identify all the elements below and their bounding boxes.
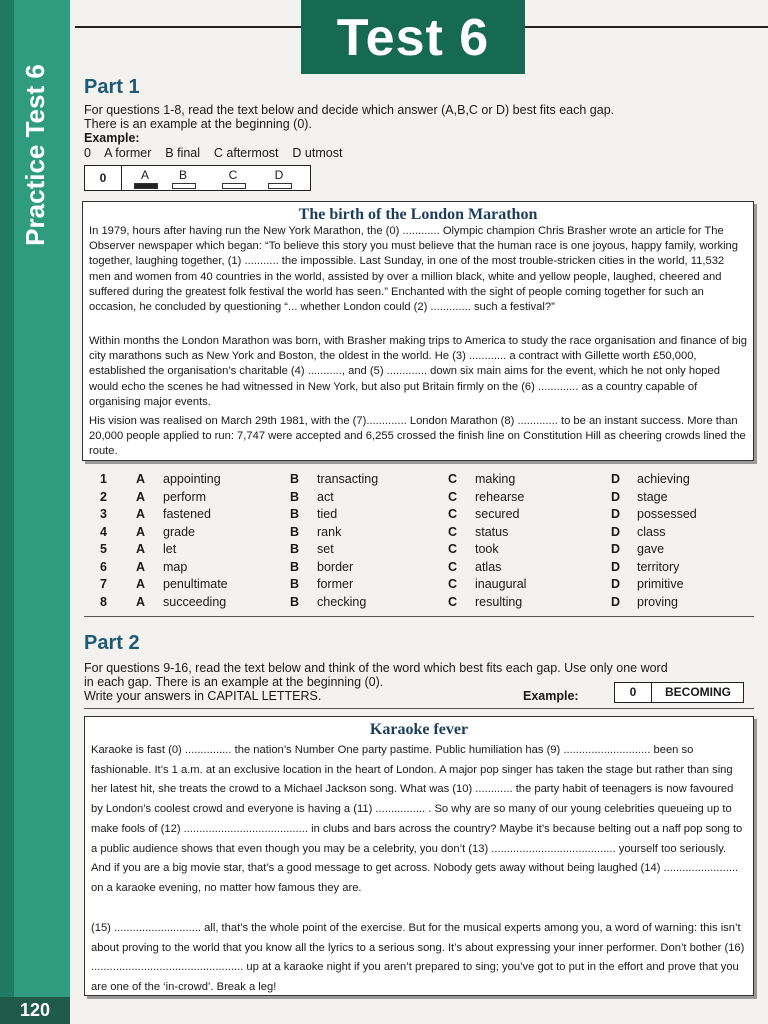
passage-paragraph-3: His vision was realised on March 29th 1981, with the (7)............. London Marathon (8) ............. to be an instant success. More than 20,000 people applied to run: 7,747 were accepted and 6,255 crossed the finish line on Constitution Hill as cheering crowds lined the route. <box>89 415 746 458</box>
option-a[interactable]: fastened <box>163 507 211 521</box>
option-b[interactable]: border <box>317 559 354 574</box>
passage-title: Karaoke fever <box>369 721 469 738</box>
option-c[interactable]: status <box>475 524 509 539</box>
option-d[interactable]: class <box>637 524 666 539</box>
option-b[interactable]: set <box>317 542 334 556</box>
passage-paragraph-1: Karaoke is fast (0) ............... the nation’s Number One party pastime. Public humiliation has (9) ............................ been so fashionable. It’s 1 a.m. at an exclusive location in the heart of London. A major pop singer has taken the stage but rather than sing her latest hit, she treats the crowd to a Michael Jackson song. What was (10) ............ the party habit of teenagers is now favoured by London’s coolest crowd and everyone is having a (11) ................ . So why are so many of our young celebrities queueing up to make fools of (12) ........................................ in clubs and bars across the country? Maybe it’s because belting out a naff pop song to a public audience shows that even though you may be a celebrity, you don’t (13) ........................................ yourself too seriously. And if you are a big movie star, that’s a good message to get across. Nobody gets away without being laughed (14) ........................ on a karaoke evening, no matter how famous they are. <box>91 744 743 894</box>
example-option-c: C <box>228 168 238 182</box>
option-letter: A <box>136 559 146 574</box>
spine-label: Practice Test 6 <box>20 64 50 246</box>
section-divider <box>84 708 754 709</box>
part2-heading: Part 2 <box>84 632 140 654</box>
option-row <box>100 575 760 593</box>
option-letter: B <box>290 577 300 591</box>
question-number: 7 <box>100 577 107 591</box>
passage-paragraph-2: Within months the London Marathon was born, with Brasher making trips to America to study the race organisation and finance of big city marathons such as New York and Boston, the oldest in the world. He (3) ............ a contract with Gillette worth £50,000, established the organisation’s charitable (4) ..........., and (5) ............. down six main aims for the event, which he not only hoped would echo the scenes he had witnessed in New York, but also put Britain firmly on the (6) ............. as a country capable of organising major events. <box>89 335 747 408</box>
option-b[interactable]: transacting <box>317 472 379 486</box>
example-option-a: A <box>140 168 149 182</box>
part2-example-label: Example: <box>523 689 579 703</box>
option-a[interactable]: perform <box>163 489 207 504</box>
option-row <box>100 505 760 523</box>
option-c[interactable]: atlas <box>475 559 502 574</box>
page-title: Test 6 <box>336 9 490 67</box>
option-b[interactable]: rank <box>317 524 342 539</box>
option-a[interactable]: succeeding <box>163 594 227 609</box>
option-letter: B <box>290 542 300 556</box>
option-c[interactable]: took <box>475 542 499 556</box>
example-answer-box <box>614 682 744 703</box>
option-letter: A <box>136 472 146 486</box>
example-number: 0 <box>615 683 652 702</box>
marathon-passage <box>82 201 754 461</box>
option-c[interactable]: making <box>475 472 516 486</box>
example-answer: BECOMING <box>665 685 731 699</box>
passage-title: The birth of the London Marathon <box>298 206 538 223</box>
option-letter: D <box>611 472 621 486</box>
option-letter: A <box>136 524 146 539</box>
question-number: 5 <box>100 542 107 556</box>
page-number: 120 <box>0 997 70 1024</box>
option-row <box>100 523 760 541</box>
option-a[interactable]: let <box>163 542 177 556</box>
part2-instructions-3: Write your answers in CAPITAL LETTERS. <box>84 689 322 703</box>
option-row <box>100 593 760 611</box>
option-letter: D <box>611 489 621 504</box>
option-letter: C <box>448 472 458 486</box>
example-mark-d <box>268 183 292 189</box>
option-letter: B <box>290 489 300 504</box>
option-letter: D <box>611 559 621 574</box>
question-number: 6 <box>100 559 107 574</box>
karaoke-passage <box>84 716 754 996</box>
question-number: 1 <box>100 472 107 486</box>
option-d[interactable]: possessed <box>637 507 697 521</box>
option-b[interactable]: act <box>317 489 334 504</box>
option-c[interactable]: resulting <box>475 594 523 609</box>
option-letter: C <box>448 594 458 609</box>
option-letter: C <box>448 489 458 504</box>
example-option-d: D <box>274 168 284 182</box>
option-a[interactable]: appointing <box>163 472 221 486</box>
question-number: 3 <box>100 507 107 521</box>
option-letter: B <box>290 594 300 609</box>
option-letter: A <box>136 594 146 609</box>
option-a[interactable]: map <box>163 559 188 574</box>
option-b[interactable]: former <box>317 577 354 591</box>
part1-instructions-2: There is an example at the beginning (0). <box>84 117 312 131</box>
part1-instructions: For questions 1-8, read the text below and decide which answer (A,B,C or D) best fits each gap. <box>84 103 615 117</box>
option-letter: D <box>611 577 621 591</box>
option-letter: A <box>136 577 146 591</box>
part1-example-line: 0 A former B final C aftermost D utmost <box>84 146 343 160</box>
option-row <box>100 470 760 488</box>
option-c[interactable]: inaugural <box>475 577 527 591</box>
option-a[interactable]: penultimate <box>163 577 228 591</box>
option-a[interactable]: grade <box>163 524 195 539</box>
option-letter: D <box>611 507 621 521</box>
option-letter: C <box>448 524 458 539</box>
question-number: 2 <box>100 489 107 504</box>
part1-example-label: Example: <box>84 131 140 145</box>
option-letter: D <box>611 542 621 556</box>
option-b[interactable]: checking <box>317 594 367 609</box>
option-letter: D <box>611 594 621 609</box>
section-divider <box>84 616 754 617</box>
example-mark-a <box>134 183 158 189</box>
option-row <box>100 488 760 506</box>
option-row <box>100 558 760 576</box>
option-letter: A <box>136 489 146 504</box>
part2-instructions: For questions 9-16, read the text below and think of the word which best fits each gap. Use only one word <box>84 661 668 675</box>
option-d[interactable]: stage <box>637 489 668 504</box>
option-letter: B <box>290 472 300 486</box>
option-letter: A <box>136 542 146 556</box>
option-letter: C <box>448 577 458 591</box>
option-letter: C <box>448 542 458 556</box>
option-letter: B <box>290 507 300 521</box>
option-letter: D <box>611 524 621 539</box>
question-number: 4 <box>100 524 107 539</box>
option-row <box>100 540 760 558</box>
option-letter: C <box>448 559 458 574</box>
option-d[interactable]: territory <box>637 559 680 574</box>
option-d[interactable]: primitive <box>637 577 684 591</box>
example-number: 0 <box>85 166 122 190</box>
option-c[interactable]: rehearse <box>475 489 525 504</box>
option-d[interactable]: proving <box>637 594 678 609</box>
passage-paragraph-1: In 1979, hours after having run the New York Marathon, the (0) ............ Olympic champion Chris Brasher wrote an article for The Observer newspaper which began: “To believe this story you must believe that the human race is one joyous, happy family, working together, laughing together, (1) ........... the impossible. Last Sunday, in one of the most trouble-stricken cities in the world, 11,532 men and women from 40 countries in the world, assisted by over a million black, white and yellow people, laughed, cheered and suffered during the greatest folk festival the world has seen.” Enchanted with the sight of people coming together for such an occasion, he concluded by questioning “... whether London could (2) ............. such a festival?” <box>89 225 738 314</box>
question-number: 8 <box>100 594 107 609</box>
option-letter: C <box>448 507 458 521</box>
option-letter: B <box>290 524 300 539</box>
part1-heading: Part 1 <box>84 76 140 98</box>
example-mark-c <box>222 183 246 189</box>
option-c[interactable]: secured <box>475 507 520 521</box>
passage-paragraph-2: (15) ............................ all, that’s the whole point of the exercise. But for the musical experts among you, a word of warning: this isn’t about proving to the world that you know all the lyrics to a serious song. It’s about expressing your inner performer. Don’t bother (16) ................................................. up at a karaoke night if you aren’t prepared to sing; you’ve got to put in the effort and prove that you are one of the ‘in-crowd’. Break a leg! <box>91 922 745 994</box>
option-letter: A <box>136 507 146 521</box>
option-letter: B <box>290 559 300 574</box>
option-d[interactable]: gave <box>637 542 665 556</box>
option-d[interactable]: achieving <box>637 472 690 486</box>
example-option-b: B <box>178 168 187 182</box>
part2-instructions-2: in each gap. There is an example at the beginning (0). <box>84 675 384 689</box>
option-b[interactable]: tied <box>317 507 338 521</box>
example-mark-b <box>172 183 196 189</box>
example-answer-box <box>84 165 311 191</box>
